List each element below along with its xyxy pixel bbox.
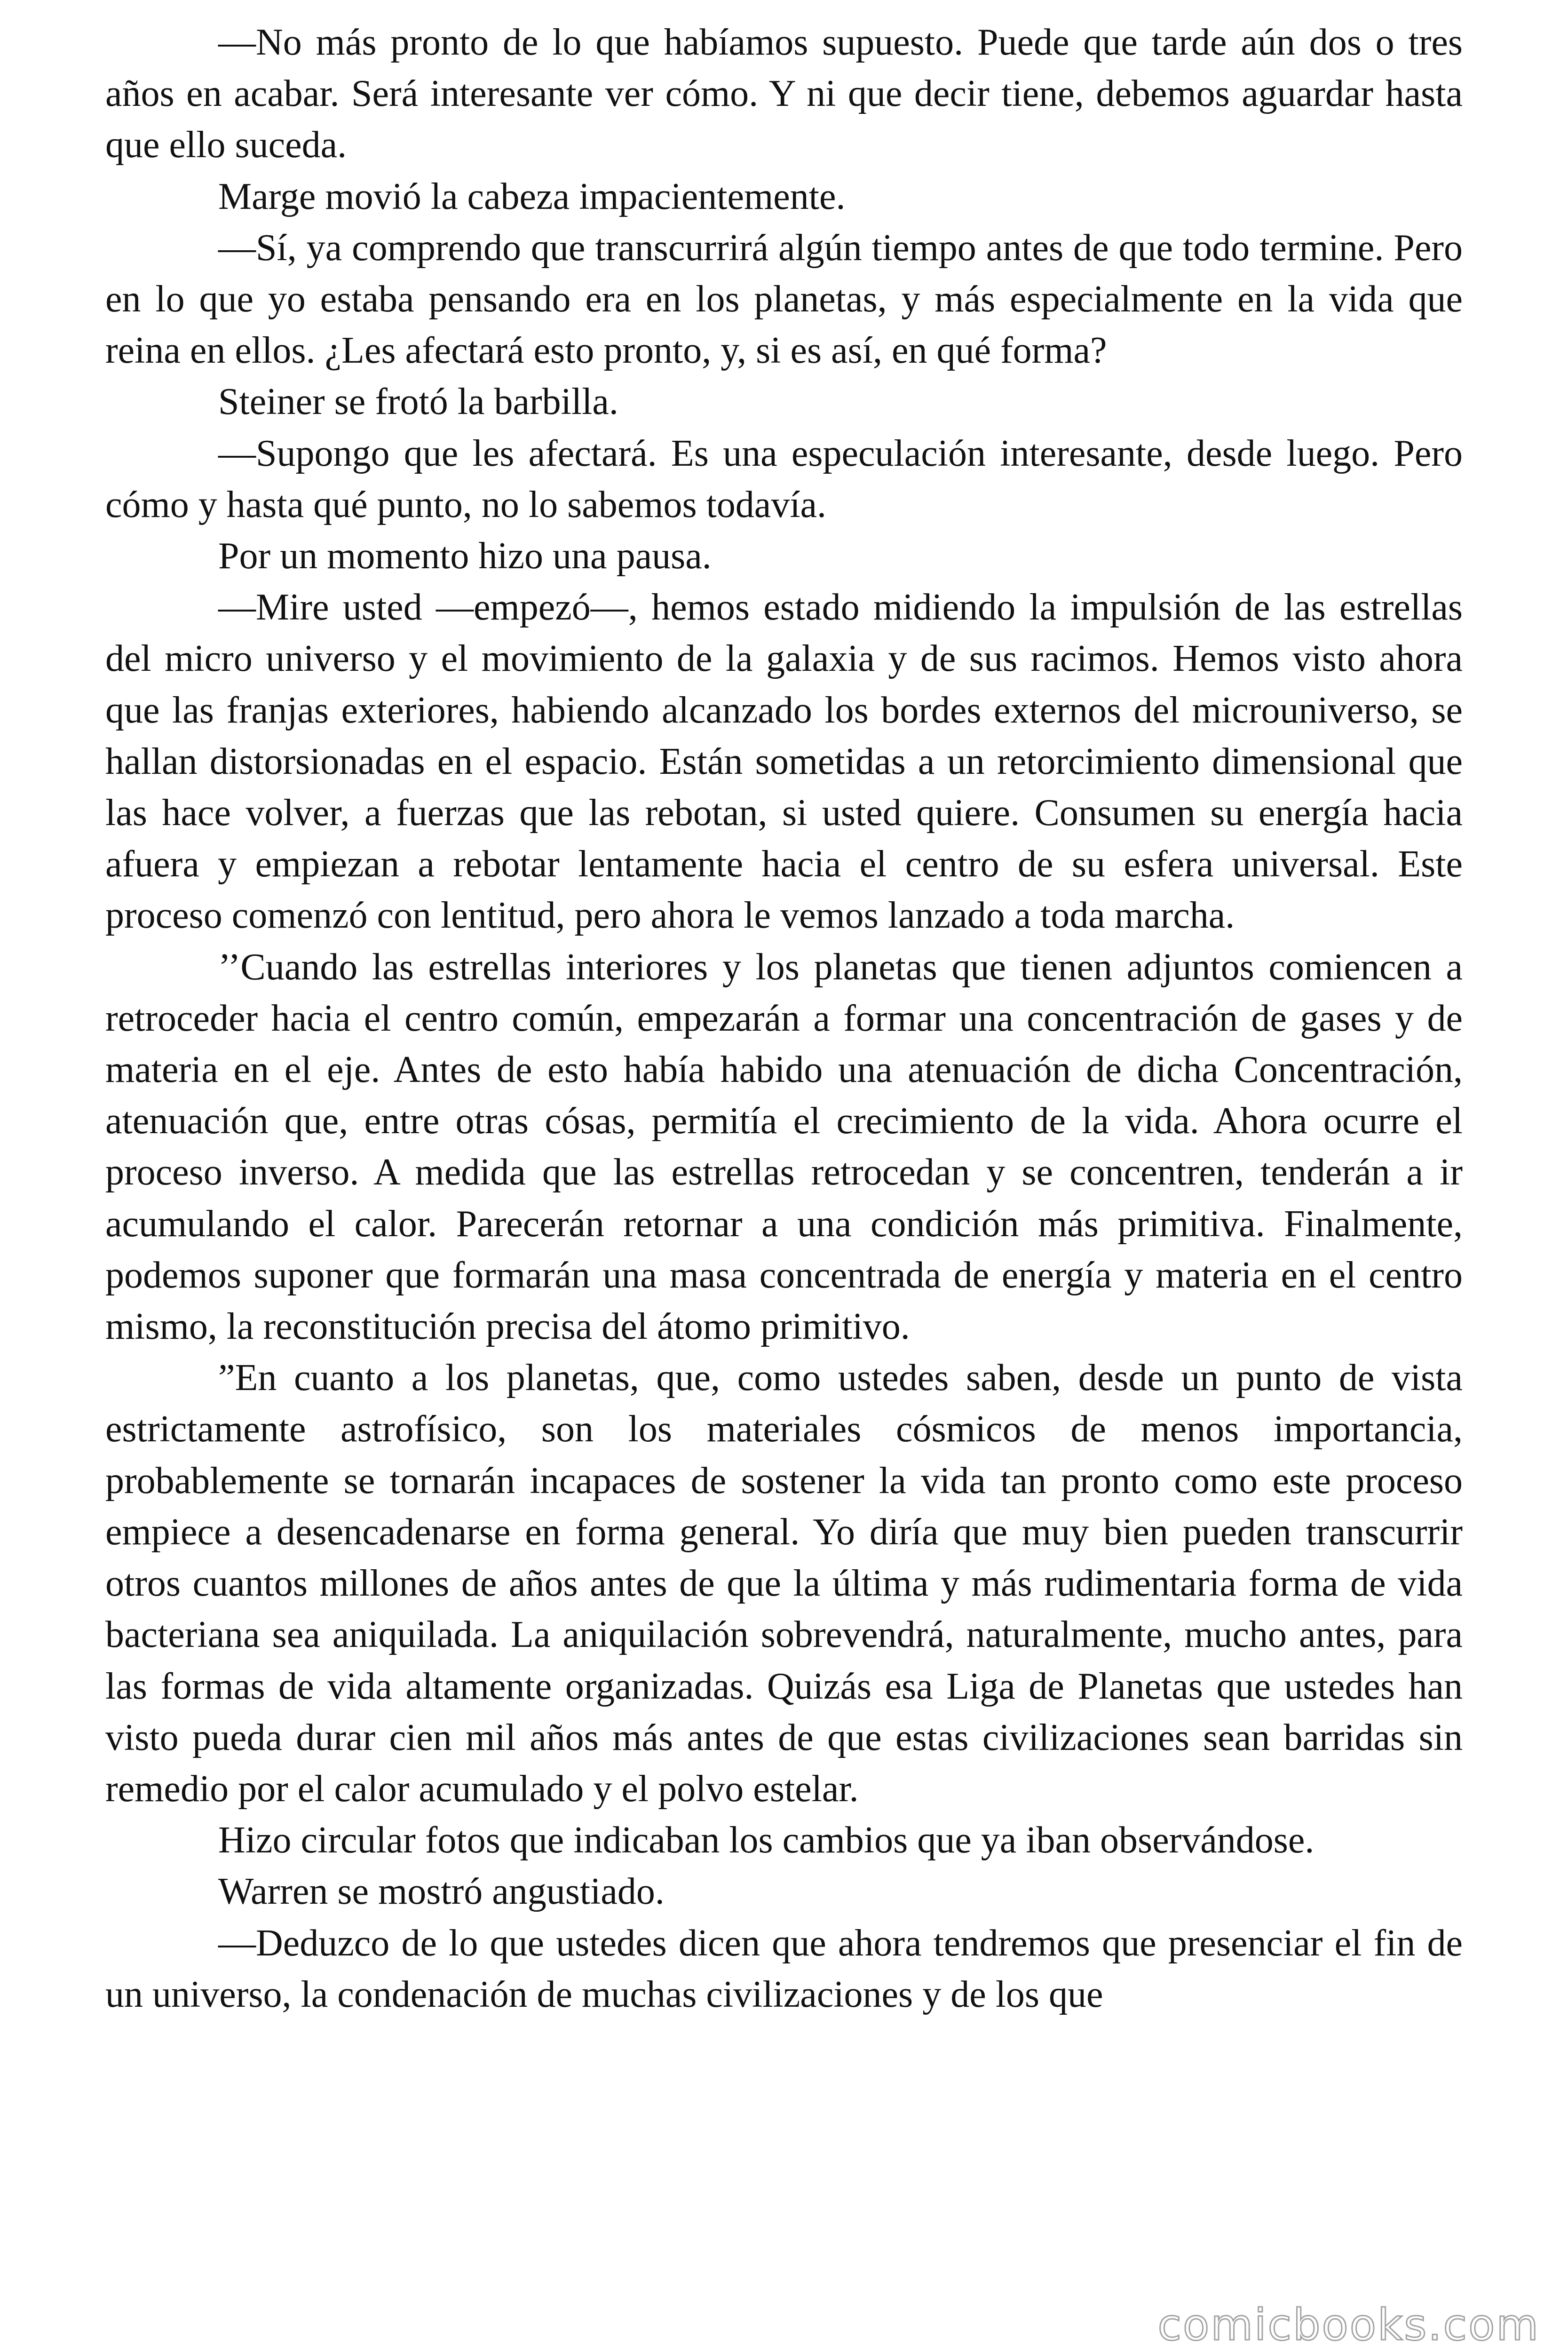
watermark-logo: comicbooks.com xyxy=(1157,2300,1540,2350)
paragraph: —Supongo que les afectará. Es una especulación interesante, desde luego. Pero cómo y hasta qué punto, no lo sabemos todavía. xyxy=(105,432,1463,525)
paragraph: Hizo circular fotos que indicaban los cambios que ya iban observándose. xyxy=(218,1820,1315,1861)
paragraph: —No más pronto de lo que habíamos supuesto. Puede que tarde aún dos o tres años en acabar. Será interesante ver cómo. Y ni que decir tiene, debemos aguardar hasta que ello suceda. xyxy=(105,22,1463,166)
paragraph: —Mire usted —empezó—, hemos estado midiendo la impulsión de las estrellas del micro universo y el movimiento de la galaxia y de sus racimos. Hemos visto ahora que las franjas exteriores, habiendo alcanzado los bordes externos del microuniverso, se hallan distorsionadas en el espacio. Están sometidas a un retorcimiento dimensional que las hace volver, a fuerzas que las rebotan, si usted quiere. Consumen su energía hacia afuera y empiezan a rebotar lentamente hacia el centro de su esfera universal. Este proceso comenzó con lentitud, pero ahora le vemos lanzado a toda marcha. xyxy=(105,587,1463,937)
page-text xyxy=(105,17,1463,2020)
paragraph: —Deduzco de lo que ustedes dicen que ahora tendremos que presenciar el fin de un universo, la condenación de muchas civilizaciones y de los que xyxy=(105,1922,1463,2015)
paragraph: Steiner se frotó la barbilla. xyxy=(218,381,618,423)
paragraph: ’’Cuando las estrellas interiores y los planetas que tienen adjuntos comiencen a retroceder hacia el centro común, empezarán a formar una concentración de gases y de materia en el eje. Antes de esto había habido una atenuación de dicha Concentración, atenuación que, entre otras cósas, permitía el crecimiento de la vida. Ahora ocurre el proceso inverso. A medida que las estrellas retrocedan y se concentren, tenderán a ir acumulando el calor. Parecerán retornar a una condición más primitiva. Finalmente, podemos suponer que formarán una masa concentrada de energía y materia en el centro mismo, la reconstitución precisa del átomo primitivo. xyxy=(105,946,1463,1348)
paragraph: Por un momento hizo una pausa. xyxy=(218,535,712,577)
paragraph: Marge movió la cabeza impacientemente. xyxy=(218,175,846,217)
paragraph: —Sí, ya comprendo que transcurrirá algún tiempo antes de que todo termine. Pero en lo que yo estaba pensando era en los planetas, y más especialmente en la vida que reina en ellos. ¿Les afectará esto pronto, y, si es así, en qué forma? xyxy=(105,227,1463,372)
paragraph: Warren se mostró angustiado. xyxy=(218,1871,665,1913)
paragraph: ”En cuanto a los planetas, que, como ustedes saben, desde un punto de vista estrictamente astrofísico, son los materiales cósmicos de menos importancia, probablemente se tornarán incapaces de sostener la vida tan pronto como este proceso empiece a desencadenarse en forma general. Yo diría que muy bien pueden transcurrir otros cuantos millones de años antes de que la última y más rudimentaria forma de vida bacteriana sea aniquilada. La aniquilación sobrevendrá, naturalmente, mucho antes, para las formas de vida altamente organizadas. Quizás esa Liga de Planetas que ustedes han visto pueda durar cien mil años más antes de que estas civilizaciones sean barridas sin remedio por el calor acumulado y el polvo estelar. xyxy=(105,1357,1463,1810)
